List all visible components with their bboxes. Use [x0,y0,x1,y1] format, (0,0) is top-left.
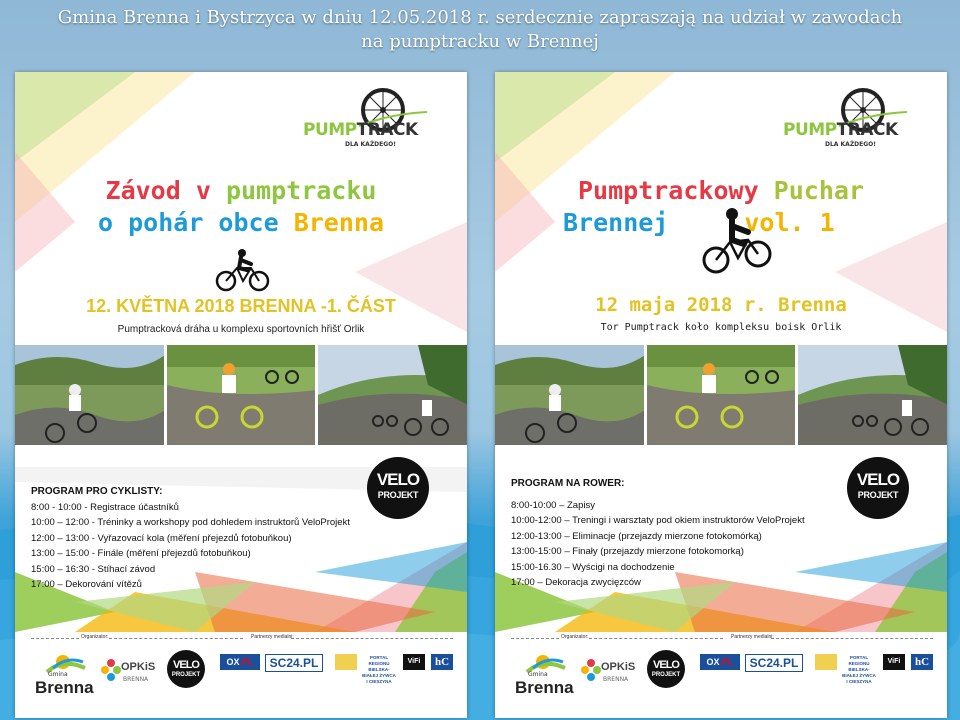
event-date: 12 maja 2018 r. Brenna [595,294,847,316]
program-item: 15:00 – 16:30 - Stíhací závod [31,563,156,575]
vifi-logo: ViFi [883,654,905,670]
vifi-logo: ViFi [403,654,425,670]
photo-rider-jump [495,345,644,445]
partners-label: Partnerzy medialni: [731,634,774,640]
photo-strip [15,345,467,445]
divider [291,638,453,639]
program-title: PROGRAM PRO CYKLISTY: [31,486,163,497]
sc24-logo: SC24.PL [265,654,323,672]
program-item: 10:00-12:00 – Treningi i warsztaty pod okiem instruktorów VeloProjekt [511,515,805,526]
title-line-1: Pumptrackowy Puchar [578,176,864,205]
program-item: 12:00 – 13:00 - Vyřazovací kola (měření přejezdů fotobuňkou) [31,532,292,544]
header-line-1: Gmina Brenna i Bystrzyca w dniu 12.05.2018 r. serdecznie zapraszają na udział w zawodach [57,7,903,28]
photo-rider-hill [798,345,947,445]
pumptrack-logo-tagline: DLA KAŻDEGO! [825,141,877,148]
header-line-2: na pumptracku w Brennej [361,31,599,52]
brenna-logo: Gmina Brenna [35,648,97,698]
title-line-1: Závod v pumptracku [105,176,377,205]
program-title: PROGRAM NA ROWER: [511,478,625,489]
partner-logo-yellow [335,654,357,670]
veloprojekt-logo-small: VELO PROJEKT [167,650,205,688]
pumptrack-logo-text: PUMPTRACK [783,120,898,140]
event-location: Tor Pumptrack koło kompleksu boisk Orlik [600,322,842,333]
divider [771,638,933,639]
program-item: 13:00 – 15:00 - Finále (měření přejezdů fotobuňkou) [31,548,251,559]
photo-strip [495,345,947,445]
pumptrack-logo [293,86,443,158]
photo-rider-jump [15,345,164,445]
program-item: 17:00 – Dekorování vítězů [31,579,142,590]
event-location: Pumptracková dráha u komplexu sportovních hřišť Orlik [117,324,365,335]
poster-czech [15,72,467,718]
sc24-logo: SC24.PL [745,654,803,672]
divider [589,638,723,639]
program-item: 12:00-13:00 – Eliminacje (przejazdy mierzone fotokomórką) [511,530,762,542]
organizer-label: Organizator: [81,634,109,640]
program-item: 17:00 – Dekoracja zwycięzców [511,577,641,588]
program-item: 8:00-10:00 – Zapisy [511,499,595,511]
brenna-logo: Gmina Brenna [515,648,577,698]
veloprojekt-logo: VELO PROJEKT [367,457,429,519]
photo-rider-track [167,345,316,445]
program-item: 15:00-16.30 – Wyścigi na dochodzenie [511,561,675,573]
cyclist-icon [700,206,774,276]
program-item: 8:00 - 10:00 - Registrace účastníků [31,501,179,513]
hc-logo: hC [911,654,933,670]
program-list [31,484,350,593]
program-item: 13:00-15:00 – Finały (przejazdy mierzone fotokomorką) [511,546,744,557]
organizer-label: Organizator: [561,634,589,640]
photo-rider-track [647,345,796,445]
pumptrack-logo-text: PUMPTRACK [303,120,418,140]
title-line-2: o pohár obce Brenna [98,208,384,237]
pumptrack-logo-tagline: DLA KAŻDEGO! [345,141,397,148]
divider [511,638,559,639]
divider [109,638,243,639]
portal-logo: PORTAL REGIONU BIELSKA-BIAŁEJ ŻYWCA I CIESZYNA [362,655,396,684]
ox-pl-logo: OX.PL [700,654,740,670]
program-item: 10:00 – 12:00 - Tréninky a workshopy pod dohledem instruktorů VeloProjekt [31,517,350,528]
partner-logo-yellow [815,654,837,670]
divider [31,638,79,639]
opkis-flower-icon [101,657,121,683]
portal-logo: PORTAL REGIONU BIELSKA-BIAŁEJ ŻYWCA I CIESZYNA [842,655,876,684]
veloprojekt-logo-small: VELO PROJEKT [647,650,685,688]
hc-logo: hC [431,654,453,670]
opkis-logo: OPKiS BRENNA [581,655,639,689]
photo-rider-hill [318,345,467,445]
pumptrack-logo [773,86,923,158]
poster-polish [495,72,947,718]
ox-pl-logo: OX.PL [220,654,260,670]
program-list [511,476,805,591]
cyclist-icon [215,248,271,292]
opkis-flower-icon [581,657,601,683]
opkis-logo: OPKiS BRENNA [101,655,159,689]
veloprojekt-logo: VELO PROJEKT [847,457,909,519]
page-header [0,6,960,54]
event-date: 12. KVĚTNA 2018 BRENNA -1. ČÁST [86,296,396,316]
title-line-2: Brennej vol. 1 [563,208,835,237]
partners-label: Partnerzy medialni: [251,634,294,640]
